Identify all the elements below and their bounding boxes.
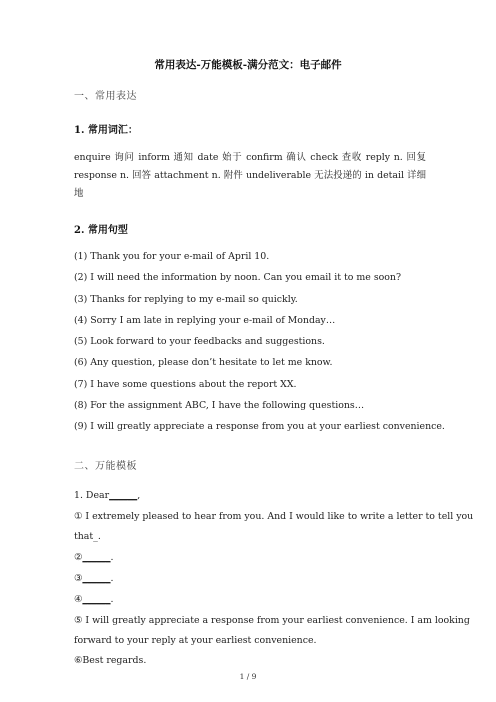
greeting-suffix: ,	[137, 490, 141, 501]
subheading-sentence-patterns: 2. 常用句型	[74, 225, 128, 236]
template-greeting	[74, 490, 140, 501]
sentence-2: (2) I will need the information by noon. Can you email it to me soon?	[74, 272, 401, 283]
sentence-6: (6) Any question, please don’t hesitate to let me know.	[74, 357, 333, 368]
sentence-7: (7) I have some questions about the report XX.	[74, 379, 297, 390]
sentence-5: (5) Look forward to your feedbacks and suggestions.	[74, 336, 325, 347]
document-title: 常用表达-万能模板-满分范文：电子邮件	[154, 59, 342, 71]
template-item-1-line-2: that_.	[74, 531, 101, 542]
sentence-9: (9) I will greatly appreciate a response from you at your earliest convenience.	[74, 421, 445, 432]
item-2-blank: ______	[82, 552, 111, 563]
sentence-8: (8) For the assignment ABC, I have the following questions…	[74, 400, 365, 411]
vocabulary-paragraph: enquire 询问 inform 通知 date 始于 confirm 确认 check 查收 reply n. 回复 response n. 回答 attachment n. 附件 undeliverable 无法投递的 in detail 详细地	[74, 152, 426, 199]
item-3-blank: ______	[82, 573, 111, 584]
section-heading-expressions: 一、常用表达	[74, 91, 137, 102]
item-3-number: ③	[74, 573, 83, 584]
section-heading-template: 二、万能模板	[74, 461, 137, 472]
subheading-vocabulary: 1. 常用词汇：	[74, 125, 138, 136]
item-2-number: ②	[74, 552, 83, 563]
sentence-1: (1) Thank you for your e-mail of April 10.	[74, 251, 270, 262]
item-3-period: .	[110, 573, 114, 584]
template-item-3	[74, 573, 114, 584]
template-item-4	[74, 594, 114, 605]
greeting-prefix: 1. Dear	[74, 490, 110, 501]
page-number: 1 / 9	[239, 672, 257, 681]
template-item-5-line-1: ⑤ I will greatly appreciate a response from your earliest convenience. I am looking	[74, 615, 470, 626]
sentence-3: (3) Thanks for replying to my e-mail so quickly.	[74, 294, 298, 305]
item-2-period: .	[110, 552, 114, 563]
item-4-period: .	[110, 594, 114, 605]
item-4-blank: ______	[82, 594, 111, 605]
template-item-6: ⑥Best regards.	[74, 655, 147, 666]
template-item-2	[74, 552, 114, 563]
template-item-1-line-1: ① I extremely pleased to hear from you. And I would like to write a letter to tell you	[74, 511, 474, 522]
sentence-4: (4) Sorry I am late in replying your e-mail of Monday…	[74, 315, 336, 326]
item-4-number: ④	[74, 594, 83, 605]
greeting-blank: ______	[109, 490, 138, 501]
template-item-5-line-2: forward to your reply at your earliest convenience.	[74, 635, 317, 646]
